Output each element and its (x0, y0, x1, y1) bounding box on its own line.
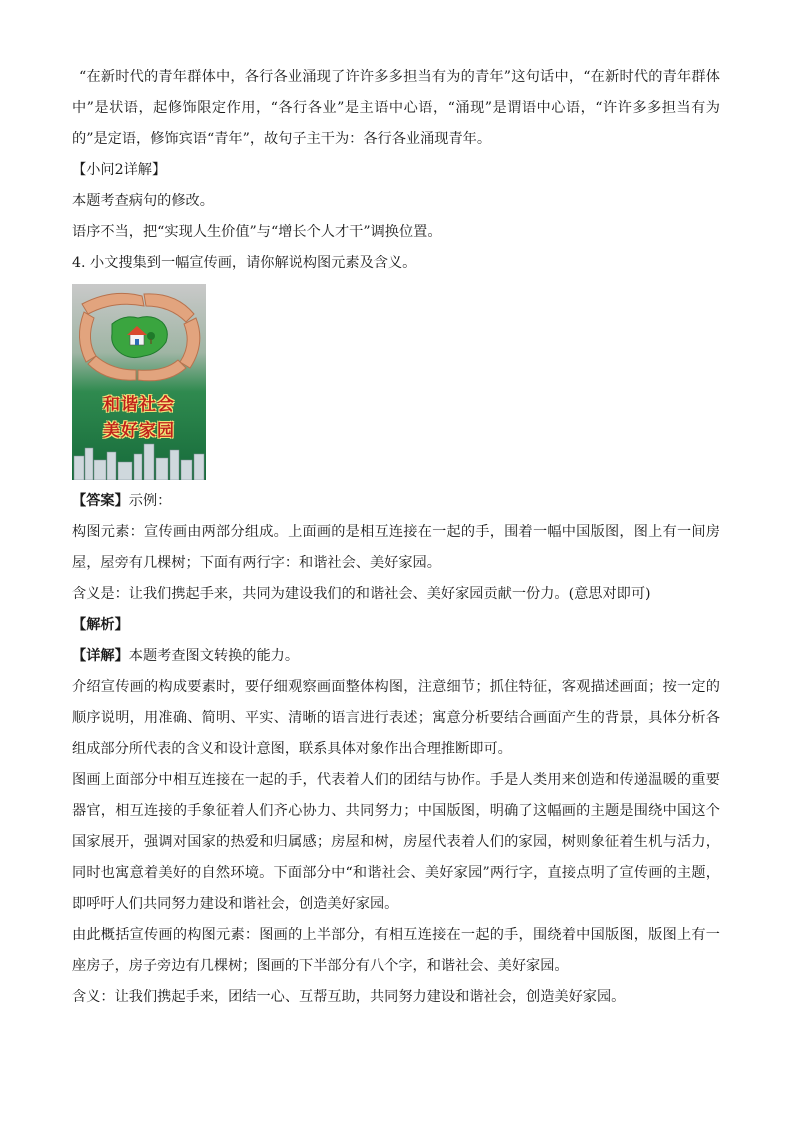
answer-lead: 示例： (128, 493, 172, 509)
analysis-label: 【解析】 (72, 617, 129, 633)
paragraph-correction: 语序不当，把“实现人生价值”与“增长个人才干”调换位置。 (72, 224, 442, 240)
answer-meaning: 含义是：让我们携起手来，共同为建设我们的和谐社会、美好家园贡献一份力。(意思对即可) (72, 586, 651, 602)
analysis-paragraph-summary: 由此概括宣传画的构图元素：图画的上半部分，有相互连接在一起的手，围绕着中国版图，版图上有一座房子，房子旁边有几棵树；图画的下半部分有八个字，和谐社会、美好家园。 (72, 927, 720, 974)
paragraph-sentence-analysis: “在新时代的青年群体中，各行各业涌现了许许多多担当有为的青年”这句话中，“在新时代的青年群体中”是状语，起修饰限定作用，“各行各业”是主语中心语，“涌现”是谓语中心语，“许许多多担当有为的”是定语，修饰宾语“青年”，故句子主干为：各行各业涌现青年。 (72, 69, 720, 147)
analysis-paragraph-conclusion: 含义：让我们携起手来，团结一心、互帮互助，共同努力建设和谐社会，创造美好家园。 (72, 989, 626, 1005)
answer-header (72, 486, 720, 517)
answer-elements: 构图元素：宣传画由两部分组成。上面画的是相互连接在一起的手，围着一幅中国版图，图上有一间房屋，屋旁有几棵树；下面有两行字：和谐社会、美好家园。 (72, 524, 720, 571)
document-content (72, 62, 720, 1013)
poster-illustration (72, 284, 206, 480)
propaganda-poster-image (72, 284, 206, 480)
question-4: 4. 小文搜集到一幅宣传画，请你解说构图元素及含义。 (72, 255, 417, 271)
poster-title-line2: 美好家园 (103, 421, 175, 441)
subquestion-2-header: 【小问2详解】 (72, 162, 167, 178)
answer-label: 【答案】 (72, 493, 129, 509)
poster-title-line1: 和谐社会 (103, 395, 175, 415)
detail-text: 本题考查图文转换的能力。 (128, 648, 300, 664)
analysis-detail (72, 641, 720, 672)
detail-label: 【详解】 (72, 648, 129, 664)
analysis-paragraph-meaning: 图画上面部分中相互连接在一起的手，代表着人们的团结与协作。手是人类用来创造和传递温暖的重要器官，相互连接的手象征着人们齐心协力、共同努力；中国版图，明确了这幅画的主题是围绕中国这个国家展开，强调对国家的热爱和归属感；房屋和树，房屋代表着人们的家园，树则象征着生机与活力，同时也寓意着美好的自然环境。下面部分中“和谐社会、美好家园”两行字，直接点明了宣传画的主题，即呼吁人们共同努力建设和谐社会，创造美好家园。 (72, 772, 720, 912)
paragraph-topic: 本题考查病句的修改。 (72, 193, 214, 209)
analysis-paragraph-method: 介绍宣传画的构成要素时，要仔细观察画面整体构图，注意细节；抓住特征，客观描述画面；按一定的顺序说明，用准确、简明、平实、清晰的语言进行表述；寓意分析要结合画面产生的背景，具体分析各组成部分所代表的含义和设计意图，联系具体对象作出合理推断即可。 (72, 679, 720, 757)
